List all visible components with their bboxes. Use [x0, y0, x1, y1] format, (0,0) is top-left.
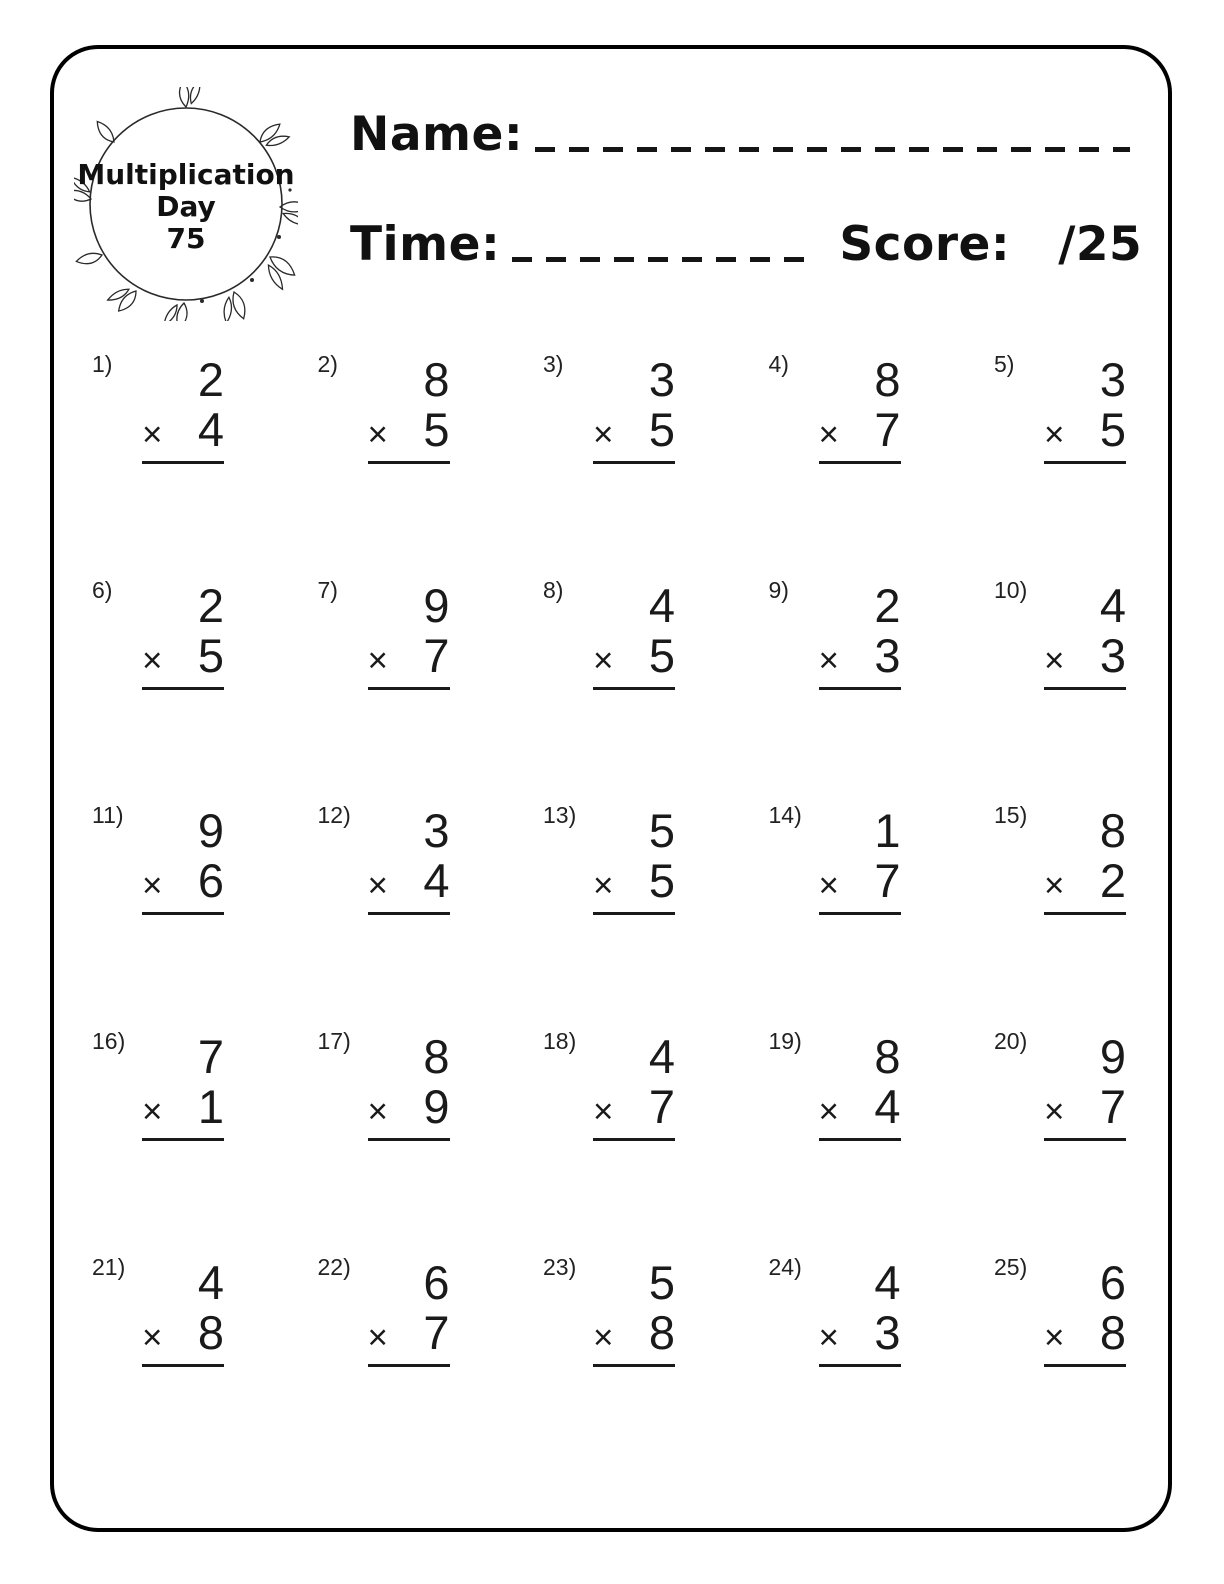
multiply-icon: ×	[367, 640, 388, 680]
multiplicand: 4	[648, 578, 675, 632]
problem-bottom-row	[1044, 1080, 1126, 1141]
problem-work	[142, 578, 224, 690]
problem-number: 11)	[92, 802, 124, 829]
multiplier: 8	[648, 1305, 675, 1359]
problem-cell	[994, 1252, 1220, 1478]
problem-bottom-row	[593, 854, 675, 915]
problem-cell	[318, 800, 544, 1026]
problem-cell	[318, 1252, 544, 1478]
name-row	[350, 109, 1130, 161]
problem-cell	[769, 1026, 995, 1252]
multiplicand: 9	[197, 804, 224, 858]
problem-number: 15)	[994, 802, 1028, 829]
problem-number: 25)	[994, 1253, 1028, 1280]
problem-number: 3)	[543, 351, 564, 377]
problem-cell	[543, 575, 769, 801]
problem-work	[818, 1255, 901, 1367]
problem-cell	[769, 575, 995, 801]
multiply-icon: ×	[593, 415, 614, 454]
problem-work	[367, 1030, 450, 1141]
multiplier: 3	[1099, 628, 1126, 682]
problem-bottom-row	[142, 1305, 224, 1367]
multiplicand: 8	[423, 1030, 450, 1084]
problem-work	[593, 1030, 675, 1141]
problem-bottom-row	[818, 1305, 901, 1367]
problem-number: 17)	[317, 1028, 351, 1055]
problem-cell	[318, 1026, 544, 1252]
multiply-icon: ×	[142, 1317, 163, 1357]
name-blank-line	[535, 147, 1130, 152]
problem-work	[1044, 1030, 1126, 1141]
problem-number: 13)	[543, 802, 577, 829]
multiply-icon: ×	[818, 415, 839, 454]
multiplier: 7	[423, 628, 450, 682]
multiplicand: 5	[648, 1255, 675, 1309]
multiply-icon: ×	[593, 640, 614, 680]
problem-bottom-row	[367, 1080, 450, 1141]
multiply-icon: ×	[818, 640, 839, 680]
multiplier: 9	[423, 1080, 450, 1134]
problem-work	[593, 804, 675, 915]
problem-number: 9)	[768, 576, 789, 603]
time-label: Time:	[350, 217, 501, 272]
multiplicand: 6	[1099, 1255, 1126, 1309]
problem-work	[1044, 804, 1126, 915]
multiplicand: 9	[1099, 1030, 1126, 1084]
problem-bottom-row	[818, 1080, 901, 1141]
problem-work	[818, 804, 901, 915]
problem-number: 8)	[543, 576, 564, 603]
wreath-logo	[74, 87, 298, 321]
multiply-icon: ×	[142, 640, 163, 680]
multiply-icon: ×	[367, 1092, 388, 1132]
problem-cell	[769, 1252, 995, 1478]
problem-bottom-row	[367, 1305, 450, 1367]
problem-cell	[543, 1026, 769, 1252]
multiplicand: 2	[197, 578, 224, 632]
problem-work	[142, 1030, 224, 1141]
multiplicand: 3	[1099, 353, 1126, 406]
problem-work	[1044, 578, 1126, 690]
worksheet-border-frame	[50, 45, 1172, 1532]
multiplier: 6	[197, 854, 224, 908]
problem-cell	[543, 800, 769, 1026]
logo-text	[74, 87, 298, 321]
problem-work	[142, 353, 224, 464]
multiplicand: 4	[648, 1030, 675, 1084]
problem-work	[593, 1255, 675, 1367]
multiply-icon: ×	[367, 866, 388, 906]
problem-number: 2)	[317, 351, 338, 377]
problem-number: 6)	[92, 576, 113, 603]
multiply-icon: ×	[818, 866, 839, 906]
problem-cell	[543, 349, 769, 575]
problem-number: 21)	[92, 1253, 126, 1280]
problem-cell	[318, 349, 544, 575]
problem-work	[593, 353, 675, 464]
problem-number: 14)	[768, 802, 802, 829]
multiply-icon: ×	[1044, 415, 1065, 454]
problem-work	[367, 804, 450, 915]
multiplier: 3	[874, 628, 901, 682]
problem-work	[818, 578, 901, 690]
multiply-icon: ×	[1044, 866, 1065, 906]
multiplier: 5	[197, 628, 224, 682]
multiplier: 7	[1099, 1080, 1126, 1134]
problem-cell	[769, 800, 995, 1026]
problem-number: 7)	[317, 576, 338, 603]
multiply-icon: ×	[142, 1092, 163, 1132]
name-label: Name:	[350, 107, 524, 162]
score-value: /25	[1058, 217, 1143, 272]
multiply-icon: ×	[593, 866, 614, 906]
problem-number: 23)	[543, 1253, 577, 1280]
time-score-row	[350, 217, 1143, 272]
multiplier: 2	[1099, 854, 1126, 908]
logo-line-1: Multiplication	[77, 158, 295, 192]
multiplier: 4	[423, 854, 450, 908]
multiply-icon: ×	[367, 415, 388, 454]
problem-number: 22)	[317, 1253, 351, 1280]
problem-bottom-row	[142, 1080, 224, 1141]
problem-bottom-row	[142, 854, 224, 915]
multiply-icon: ×	[1044, 1317, 1065, 1357]
problem-bottom-row	[593, 403, 675, 464]
problem-cell	[994, 575, 1220, 801]
multiply-icon: ×	[593, 1317, 614, 1357]
problem-cell	[92, 1026, 318, 1252]
multiplicand: 8	[423, 353, 450, 406]
multiplier: 5	[423, 403, 450, 456]
problem-cell	[92, 800, 318, 1026]
problem-bottom-row	[593, 1305, 675, 1367]
problem-work	[1044, 1255, 1126, 1367]
problem-cell	[92, 1252, 318, 1478]
multiply-icon: ×	[142, 415, 163, 454]
problem-bottom-row	[1044, 628, 1126, 690]
multiplicand: 3	[423, 804, 450, 858]
multiplier: 4	[197, 403, 224, 456]
multiplier: 8	[197, 1305, 224, 1359]
multiplier: 7	[648, 1080, 675, 1134]
multiplicand: 9	[423, 578, 450, 632]
multiplier: 3	[874, 1305, 901, 1359]
multiplicand: 8	[874, 1030, 901, 1084]
problem-number: 4)	[768, 351, 789, 377]
problem-bottom-row	[1044, 403, 1126, 464]
problem-bottom-row	[818, 403, 901, 464]
problem-work	[818, 353, 901, 464]
problem-work	[367, 1255, 450, 1367]
multiplicand: 7	[197, 1030, 224, 1084]
multiply-icon: ×	[593, 1092, 614, 1132]
multiply-icon: ×	[818, 1092, 839, 1132]
problem-work	[367, 353, 450, 464]
time-blank-line	[512, 257, 817, 262]
multiplicand: 4	[197, 1255, 224, 1309]
problem-bottom-row	[367, 403, 450, 464]
multiply-icon: ×	[1044, 1092, 1065, 1132]
problem-bottom-row	[142, 628, 224, 690]
problem-work	[1044, 353, 1126, 464]
problem-bottom-row	[593, 628, 675, 690]
multiplicand: 6	[423, 1255, 450, 1309]
multiplier: 7	[423, 1305, 450, 1359]
problem-number: 19)	[768, 1028, 802, 1055]
multiplicand: 8	[1099, 804, 1126, 858]
multiplier: 7	[874, 403, 901, 456]
problem-bottom-row	[593, 1080, 675, 1141]
problems-grid	[92, 349, 1220, 1477]
problem-work	[142, 804, 224, 915]
multiply-icon: ×	[367, 1317, 388, 1357]
multiplier: 4	[874, 1080, 901, 1134]
problem-number: 24)	[768, 1253, 802, 1280]
problem-cell	[994, 800, 1220, 1026]
multiplicand: 3	[648, 353, 675, 406]
multiplier: 5	[1099, 403, 1126, 456]
multiplicand: 2	[197, 353, 224, 406]
problem-number: 18)	[543, 1028, 577, 1055]
problem-number: 16)	[92, 1028, 126, 1055]
multiplier: 5	[648, 854, 675, 908]
multiplicand: 8	[874, 353, 901, 406]
problem-cell	[769, 349, 995, 575]
problem-work	[367, 578, 450, 690]
problem-bottom-row	[367, 628, 450, 690]
problem-cell	[543, 1252, 769, 1478]
multiplicand: 4	[874, 1255, 901, 1309]
problem-cell	[92, 575, 318, 801]
multiplier: 1	[197, 1080, 224, 1134]
problem-bottom-row	[818, 628, 901, 690]
problem-number: 20)	[994, 1028, 1028, 1055]
multiplicand: 4	[1099, 578, 1126, 632]
problem-cell	[994, 349, 1220, 575]
problem-work	[818, 1030, 901, 1141]
multiplicand: 2	[874, 578, 901, 632]
multiplicand: 5	[648, 804, 675, 858]
multiplier: 7	[874, 854, 901, 908]
problem-cell	[994, 1026, 1220, 1252]
problem-bottom-row	[818, 854, 901, 915]
multiplicand: 1	[874, 804, 901, 858]
problem-bottom-row	[142, 403, 224, 464]
multiplier: 8	[1099, 1305, 1126, 1359]
problem-work	[593, 578, 675, 690]
multiplier: 5	[648, 628, 675, 682]
multiply-icon: ×	[818, 1317, 839, 1357]
logo-line-2: Day	[156, 190, 216, 224]
multiplier: 5	[648, 403, 675, 456]
problem-work	[142, 1255, 224, 1367]
problem-bottom-row	[1044, 854, 1126, 915]
problem-number: 10)	[994, 576, 1028, 603]
problem-cell	[318, 575, 544, 801]
multiply-icon: ×	[1044, 640, 1065, 680]
problem-cell	[92, 349, 318, 575]
problem-number: 1)	[92, 351, 113, 377]
problem-bottom-row	[367, 854, 450, 915]
score-label: Score:	[839, 217, 1011, 272]
logo-line-3: 75	[166, 221, 206, 255]
problem-number: 12)	[317, 802, 351, 829]
problem-bottom-row	[1044, 1305, 1126, 1367]
problem-number: 5)	[994, 351, 1015, 377]
multiply-icon: ×	[142, 866, 163, 906]
